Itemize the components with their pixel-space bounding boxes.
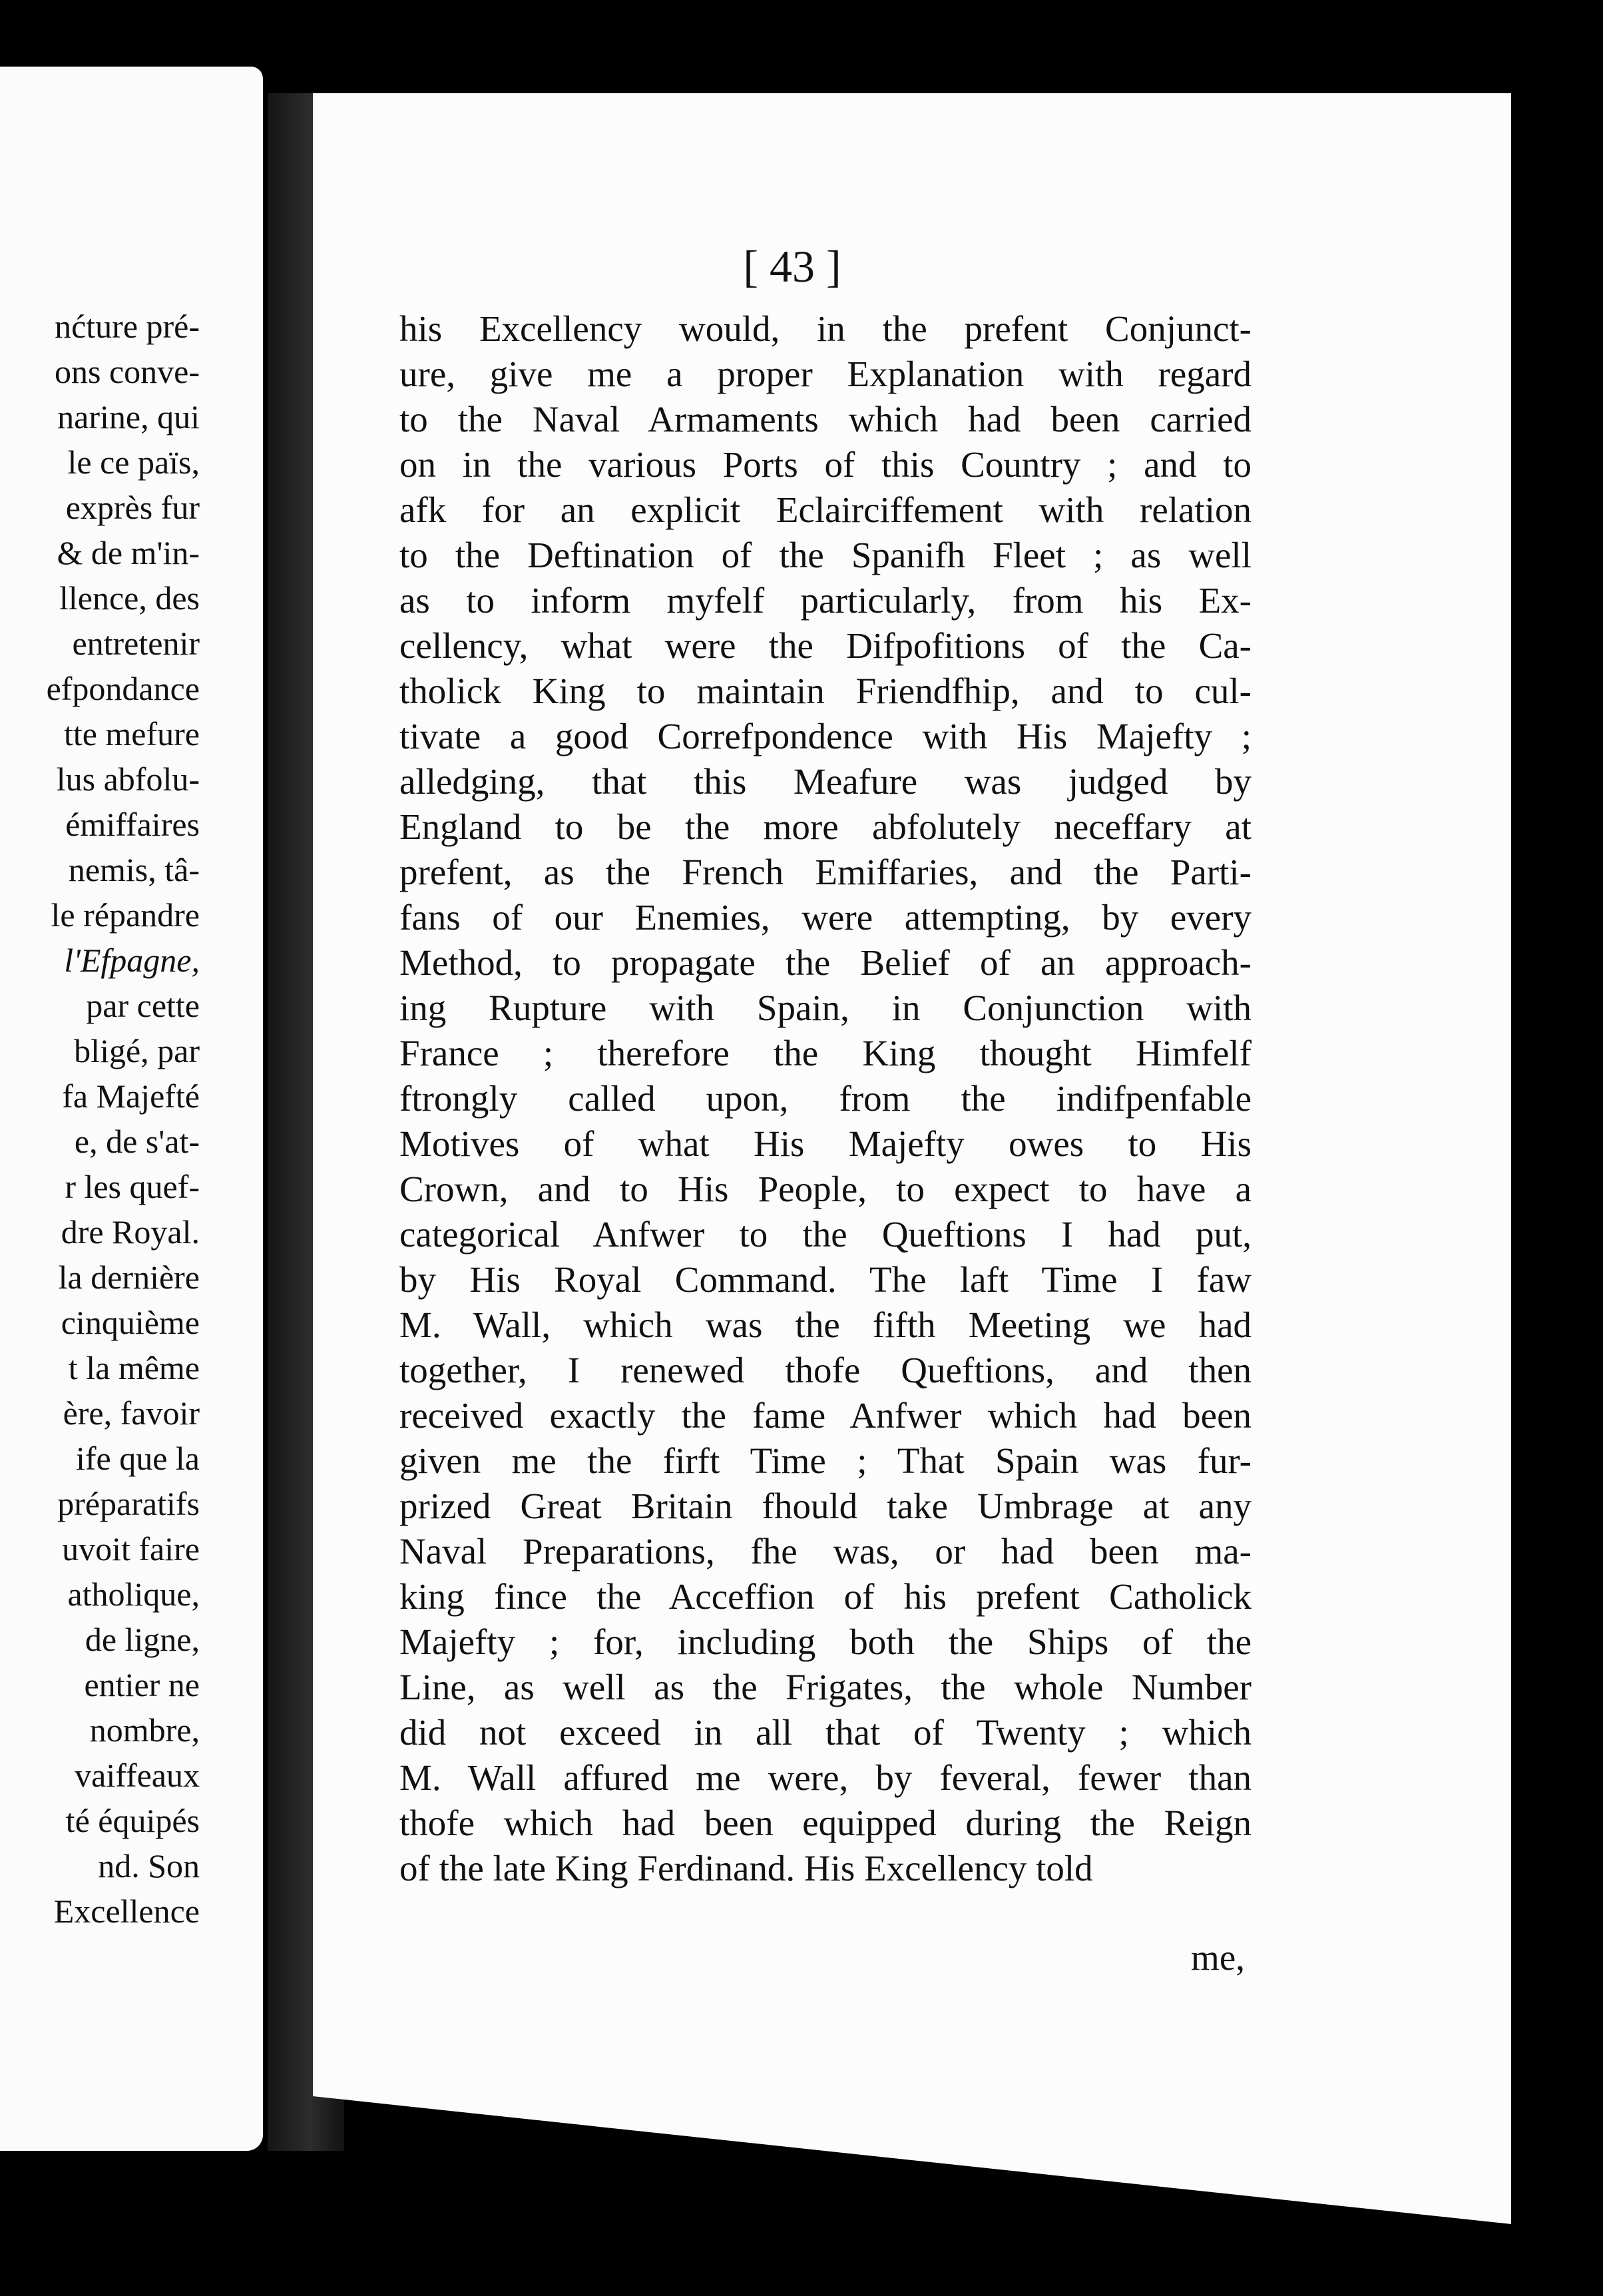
left-text-line: ife que la bbox=[75, 1440, 200, 1477]
left-text-line: e, de s'at- bbox=[74, 1123, 200, 1160]
left-text-line: nćture pré- bbox=[55, 308, 200, 345]
left-text-line: bligé, par bbox=[74, 1032, 200, 1069]
right-text-line: afk for an explicit Eclairciffement with relation bbox=[399, 489, 1252, 530]
right-text-line: king fince the Acceffion of his prefent Catholick bbox=[399, 1576, 1252, 1617]
right-text-line: categorical Anfwer to the Queftions I had put, bbox=[399, 1214, 1252, 1255]
left-text-line: le ce païs, bbox=[67, 443, 200, 481]
left-text-line: par cette bbox=[86, 987, 200, 1024]
catchword: me, bbox=[1191, 1937, 1245, 1978]
right-text-line: to the Deftination of the Spanifh Fleet ; as well bbox=[399, 535, 1252, 575]
right-text-line: together, I renewed thofe Queftions, and then bbox=[399, 1350, 1252, 1390]
left-text-line: t la même bbox=[68, 1349, 200, 1386]
right-text-line: Method, to propagate the Belief of an approach- bbox=[399, 942, 1252, 983]
left-text-line: & de m'in- bbox=[57, 534, 200, 571]
left-text-line: narine, qui bbox=[57, 398, 200, 435]
left-text-line: r les quef- bbox=[65, 1168, 200, 1205]
left-text-line: cinquième bbox=[61, 1304, 200, 1341]
right-text-line: tholick King to maintain Friendfhip, and to cul- bbox=[399, 671, 1252, 711]
left-text-line: entretenir bbox=[72, 625, 200, 662]
right-text-line: tivate a good Correfpondence with His Majefty ; bbox=[399, 716, 1252, 756]
right-text-line: as to inform myfelf particularly, from his Ex- bbox=[399, 580, 1252, 621]
left-text-line: Excellence bbox=[53, 1892, 200, 1930]
right-text-line: Crown, and to His People, to expect to have a bbox=[399, 1169, 1252, 1209]
left-text-line: préparatifs bbox=[57, 1485, 200, 1522]
right-text-line: cellency, what were the Difpofitions of the Ca- bbox=[399, 625, 1252, 666]
left-page bbox=[0, 67, 263, 2151]
right-text-line: on in the various Ports of this Country ; and to bbox=[399, 444, 1252, 485]
left-text-line: de ligne, bbox=[85, 1621, 200, 1658]
left-text-line: ère, favoir bbox=[63, 1394, 200, 1432]
left-text-line: le répandre bbox=[51, 896, 200, 934]
right-text-line: his Excellency would, in the prefent Conjunct- bbox=[399, 308, 1252, 349]
right-text-line: ing Rupture with Spain, in Conjunction with bbox=[399, 988, 1252, 1028]
right-text-line: Naval Preparations, fhe was, or had been ma- bbox=[399, 1531, 1252, 1572]
right-text-line: given me the firft Time ; That Spain was fur- bbox=[399, 1440, 1252, 1481]
right-text-line: Majefty ; for, including both the Ships of the bbox=[399, 1621, 1252, 1662]
right-text-line: of the late King Ferdinand. His Excellency told bbox=[399, 1848, 1093, 1888]
right-text-line: ure, give me a proper Explanation with regard bbox=[399, 354, 1252, 394]
right-text-line: alledging, that this Meafure was judged by bbox=[399, 761, 1252, 802]
right-text-line: France ; therefore the King thought Himfelf bbox=[399, 1033, 1252, 1073]
right-text-line: fans of our Enemies, were attempting, by every bbox=[399, 897, 1252, 938]
left-text-line: vaiffeaux bbox=[75, 1757, 200, 1794]
left-text-line: nemis, tâ- bbox=[68, 851, 200, 888]
right-text-line: by His Royal Command. The laft Time I faw bbox=[399, 1259, 1252, 1300]
page-number: [ 43 ] bbox=[743, 241, 841, 292]
right-text-line: England to be the more abfolutely neceffary at bbox=[399, 806, 1252, 847]
left-text-line: té équipés bbox=[65, 1802, 200, 1839]
left-text-line: llence, des bbox=[59, 579, 200, 617]
right-text-line: M. Wall, which was the fifth Meeting we had bbox=[399, 1304, 1252, 1345]
right-text-line: received exactly the fame Anfwer which had been bbox=[399, 1395, 1252, 1436]
left-text-line: la dernière bbox=[58, 1259, 200, 1296]
left-text-line: lus abfolu- bbox=[56, 760, 200, 798]
right-text-line: M. Wall affured me were, by feveral, fewer than bbox=[399, 1757, 1252, 1798]
left-text-line: nd. Son bbox=[98, 1847, 200, 1884]
right-text-line: Motives of what His Majefty owes to His bbox=[399, 1123, 1252, 1164]
right-text-line: ftrongly called upon, from the indifpenfable bbox=[399, 1078, 1252, 1119]
left-text-line: émiffaires bbox=[65, 806, 200, 843]
left-text-line: efpondance bbox=[46, 670, 200, 707]
left-text-line: dre Royal. bbox=[61, 1213, 200, 1251]
left-text-line: entier ne bbox=[84, 1666, 200, 1703]
right-text-line: Line, as well as the Frigates, the whole Number bbox=[399, 1667, 1252, 1707]
right-text-line: did not exceed in all that of Twenty ; which bbox=[399, 1712, 1252, 1753]
left-text-line: atholique, bbox=[67, 1576, 200, 1613]
left-text-line: ons conve- bbox=[55, 353, 200, 390]
left-text-line: exprès fur bbox=[65, 489, 200, 526]
right-text-line: prefent, as the French Emiffaries, and the Parti- bbox=[399, 852, 1252, 892]
left-text-line: uvoit faire bbox=[62, 1530, 200, 1568]
right-text-line: to the Naval Armaments which had been carried bbox=[399, 399, 1252, 439]
left-text-line: nombre, bbox=[89, 1711, 200, 1749]
right-text-line: thofe which had been equipped during the Reign bbox=[399, 1803, 1252, 1843]
left-text-line: tte mefure bbox=[63, 715, 200, 752]
left-text-line: fa Majefté bbox=[62, 1077, 200, 1115]
left-text-line: l'Efpagne, bbox=[64, 942, 200, 979]
right-text-line: prized Great Britain fhould take Umbrage at any bbox=[399, 1486, 1252, 1526]
